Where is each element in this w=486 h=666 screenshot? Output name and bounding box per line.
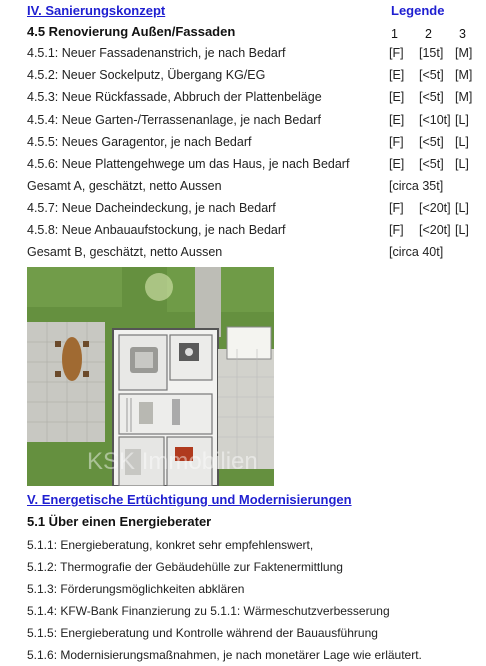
- total-b-row: [27, 245, 477, 265]
- legend-col-3: 3: [459, 27, 466, 41]
- item-col-2: [<5t]: [419, 157, 444, 171]
- total-a-value: [circa 35t]: [389, 179, 444, 193]
- item-col-1: [F]: [389, 223, 404, 237]
- item-col-2: [<5t]: [419, 90, 444, 104]
- list-item: [27, 90, 477, 110]
- list-item: [27, 201, 477, 221]
- item-col-1: [F]: [389, 135, 404, 149]
- item-label: 4.5.5: Neues Garagentor, je nach Bedarf: [27, 135, 252, 149]
- legend-col-2: 2: [425, 27, 432, 41]
- legend-title: Legende: [391, 3, 445, 18]
- list-item: 5.1.6: Modernisierungsmaßnahmen, je nach monetärer Lage wie erläutert.: [27, 648, 422, 662]
- item-label: 4.5.3: Neue Rückfassade, Abbruch der Plattenbeläge: [27, 90, 322, 104]
- item-label: 4.5.6: Neue Plattengehwege um das Haus, je nach Bedarf: [27, 157, 350, 171]
- item-col-2: [<10t]: [419, 113, 451, 127]
- item-col-2: [<5t]: [419, 135, 444, 149]
- total-b-value: [circa 40t]: [389, 245, 444, 259]
- item-col-2: [<20t]: [419, 201, 451, 215]
- list-item: [27, 135, 477, 155]
- item-col-1: [E]: [389, 90, 405, 104]
- item-col-2: [<20t]: [419, 223, 451, 237]
- item-col-1: [E]: [389, 157, 405, 171]
- item-col-3: [L]: [455, 223, 469, 237]
- list-item: 5.1.5: Energieberatung und Kontrolle während der Bauausführung: [27, 626, 378, 640]
- list-item: [27, 68, 477, 88]
- item-label: 4.5.7: Neue Dacheindeckung, je nach Bedarf: [27, 201, 276, 215]
- section-5-title[interactable]: V. Energetische Ertüchtigung und Modernisierungen: [27, 492, 352, 507]
- list-item: 5.1.4: KFW-Bank Finanzierung zu 5.1.1: Wärmeschutzverbesserung: [27, 604, 390, 618]
- item-col-1: [E]: [389, 68, 405, 82]
- legend-column-numbers: [391, 25, 471, 43]
- section-4-title[interactable]: IV. Sanierungskonzept: [27, 3, 166, 18]
- item-label: 4.5.8: Neue Anbauaufstockung, je nach Bedarf: [27, 223, 286, 237]
- legend-col-1: 1: [391, 27, 398, 41]
- item-label: 4.5.2: Neuer Sockelputz, Übergang KG/EG: [27, 68, 266, 82]
- list-item: [27, 223, 477, 243]
- item-col-3: [L]: [455, 113, 469, 127]
- list-item: [27, 157, 477, 177]
- total-b-label: Gesamt B, geschätzt, netto Aussen: [27, 245, 223, 259]
- item-col-2: [15t]: [419, 46, 444, 60]
- floor-plan-image: [27, 267, 274, 486]
- item-col-3: [L]: [455, 157, 469, 171]
- item-col-3: [M]: [455, 68, 473, 82]
- subsection-4-5-title: 4.5 Renovierung Außen/Fassaden: [27, 24, 236, 39]
- item-col-2: [<5t]: [419, 68, 444, 82]
- item-col-3: [M]: [455, 46, 473, 60]
- list-item: 5.1.2: Thermografie der Gebäudehülle zur Faktenermittlung: [27, 560, 343, 574]
- list-item: 5.1.3: Förderungsmöglichkeiten abklären: [27, 582, 245, 596]
- total-a-label: Gesamt A, geschätzt, netto Aussen: [27, 179, 222, 193]
- list-item: [27, 46, 477, 66]
- item-col-1: [F]: [389, 201, 404, 215]
- item-col-3: [L]: [455, 201, 469, 215]
- item-label: 4.5.4: Neue Garten-/Terrassenanlage, je nach Bedarf: [27, 113, 321, 127]
- watermark-text: KSK Immobilien: [87, 448, 258, 475]
- subsection-5-1-title: 5.1 Über einen Energieberater: [27, 514, 212, 529]
- list-item: [27, 113, 477, 133]
- item-label: 4.5.1: Neuer Fassadenanstrich, je nach Bedarf: [27, 46, 286, 60]
- item-col-3: [M]: [455, 90, 473, 104]
- item-col-1: [E]: [389, 113, 405, 127]
- item-col-1: [F]: [389, 46, 404, 60]
- item-col-3: [L]: [455, 135, 469, 149]
- total-a-row: [27, 179, 477, 199]
- list-item: 5.1.1: Energieberatung, konkret sehr empfehlenswert,: [27, 538, 314, 552]
